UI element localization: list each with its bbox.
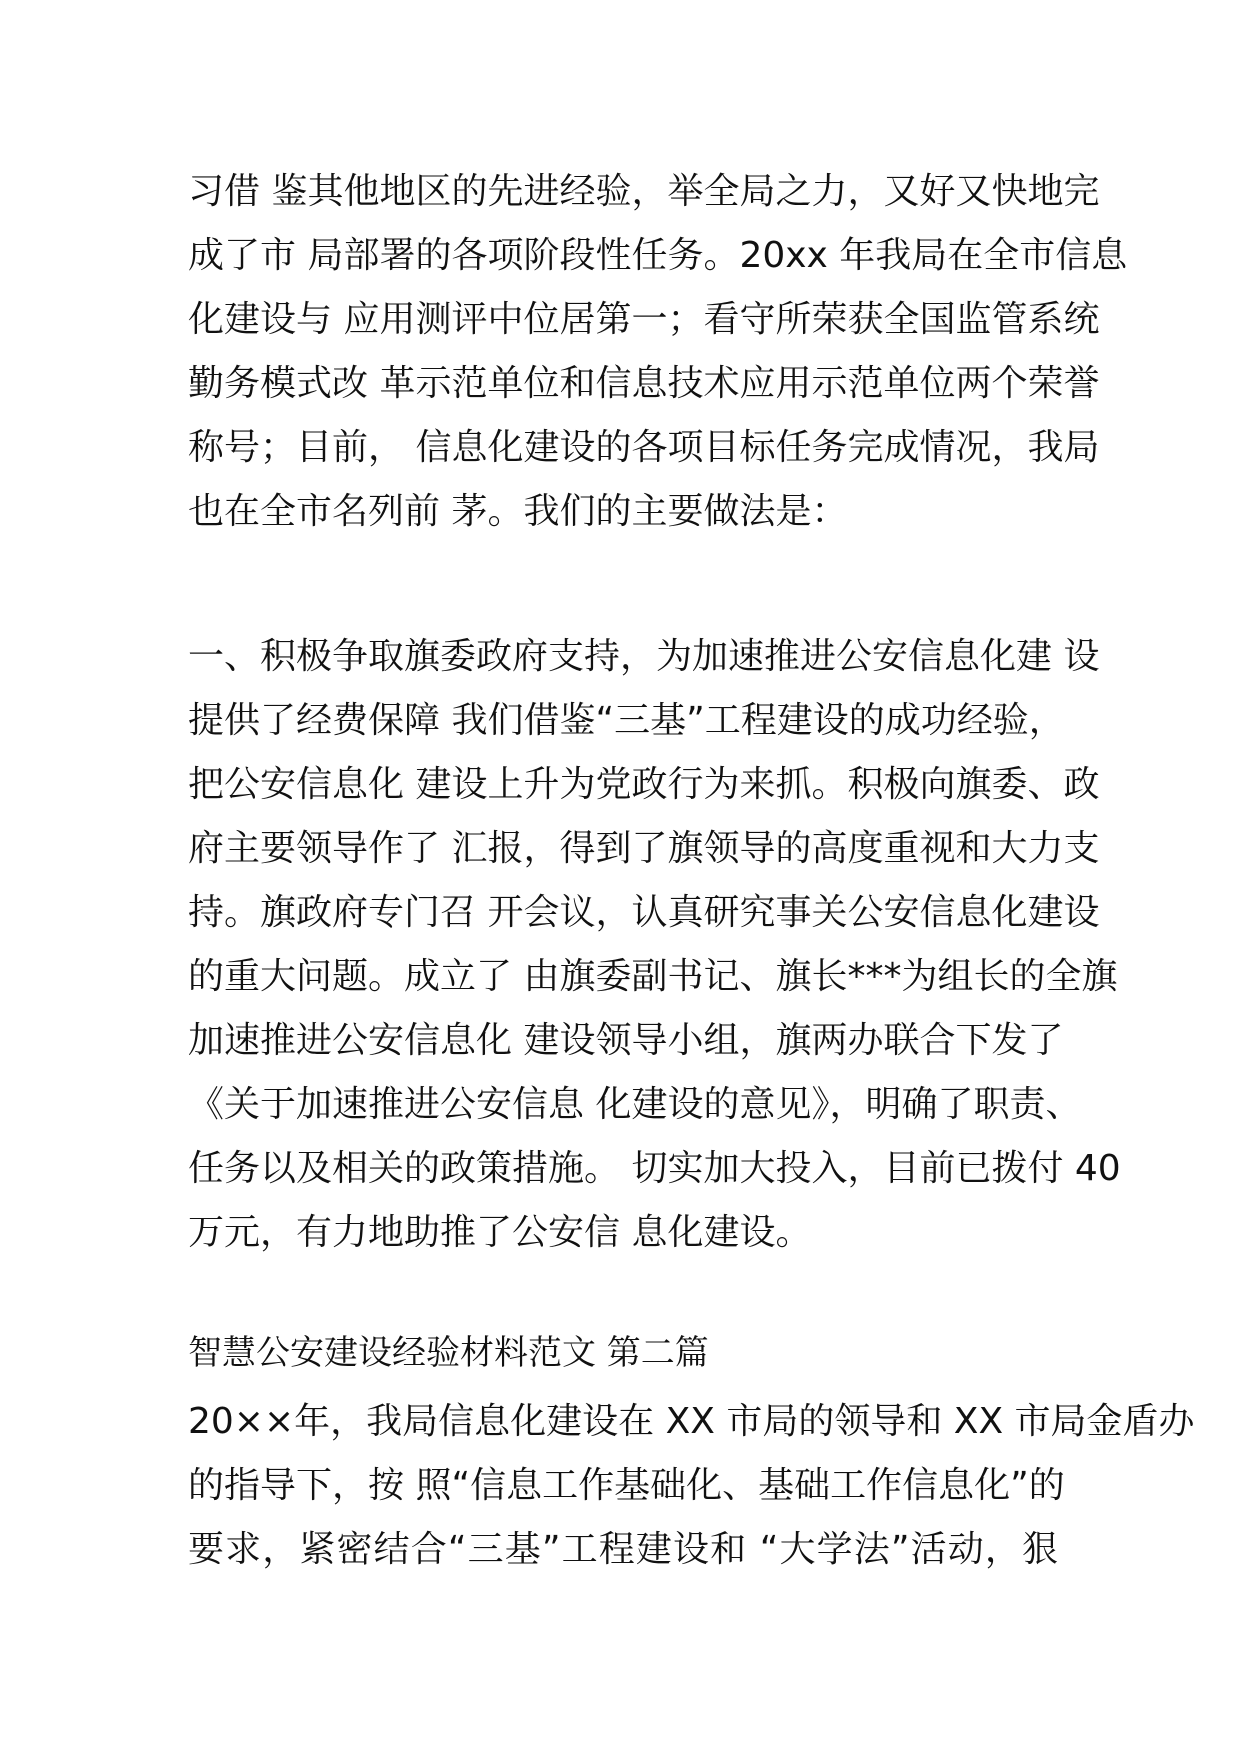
paragraph-line: 万元，有力地助推了公安信 息化建设。 bbox=[188, 1212, 812, 1253]
paragraph-line: 把公安信息化 建设上升为党政行为来抓。积极向旗委、政 bbox=[188, 764, 1100, 805]
paragraph-line: 成了市 局部署的各项阶段性任务。20xx 年我局在全市信息 bbox=[188, 235, 1128, 276]
paragraph-line: 的指导下，按 照“信息工作基础化、基础工作信息化”的 bbox=[188, 1465, 1065, 1506]
paragraph-line: 府主要领导作了 汇报，得到了旗领导的高度重视和大力支 bbox=[188, 828, 1100, 869]
paragraph-line: 勤务模式改 革示范单位和信息技术应用示范单位两个荣誉 bbox=[188, 363, 1100, 404]
paragraph-line: 20××年，我局信息化建设在 XX 市局的领导和 XX 市局金盾办 bbox=[188, 1401, 1195, 1442]
paragraph-line: 《关于加速推进公安信息 化建设的意见》，明确了职责、 bbox=[188, 1084, 1082, 1125]
paragraph-2 bbox=[188, 625, 1121, 1265]
paragraph-1 bbox=[188, 160, 1128, 544]
paragraph-line: 持。旗政府专门召 开会议，认真研究事关公安信息化建设 bbox=[188, 892, 1100, 933]
paragraph-line: 称号；目前， 信息化建设的各项目标任务完成情况，我局 bbox=[188, 427, 1100, 468]
section-heading: 智慧公安建设经验材料范文 第二篇 bbox=[188, 1333, 709, 1373]
section-heading-block bbox=[188, 1325, 1058, 1381]
paragraph-line: 也在全市名列前 茅。我们的主要做法是： bbox=[188, 491, 848, 532]
paragraph-line: 一、积极争取旗委政府支持，为加速推进公安信息化建 设 bbox=[188, 636, 1100, 677]
paragraph-line: 任务以及相关的政策措施。 切实加大投入，目前已拨付 40 bbox=[188, 1148, 1121, 1189]
paragraph-line: 提供了经费保障 我们借鉴“三基”工程建设的成功经验， bbox=[188, 700, 1065, 741]
paragraph-line: 的重大问题。成立了 由旗委副书记、旗长***为组长的全旗 bbox=[188, 956, 1118, 997]
paragraph-line: 习借 鉴其他地区的先进经验，举全局之力，又好又快地完 bbox=[188, 171, 1100, 212]
paragraph-line: 化建设与 应用测评中位居第一；看守所荣获全国监管系统 bbox=[188, 299, 1100, 340]
paragraph-3 bbox=[188, 1390, 1195, 1582]
paragraph-line: 要求，紧密结合“三基”工程建设和 “大学法”活动，狠 bbox=[188, 1529, 1058, 1570]
paragraph-line: 加速推进公安信息化 建设领导小组，旗两办联合下发了 bbox=[188, 1020, 1064, 1061]
